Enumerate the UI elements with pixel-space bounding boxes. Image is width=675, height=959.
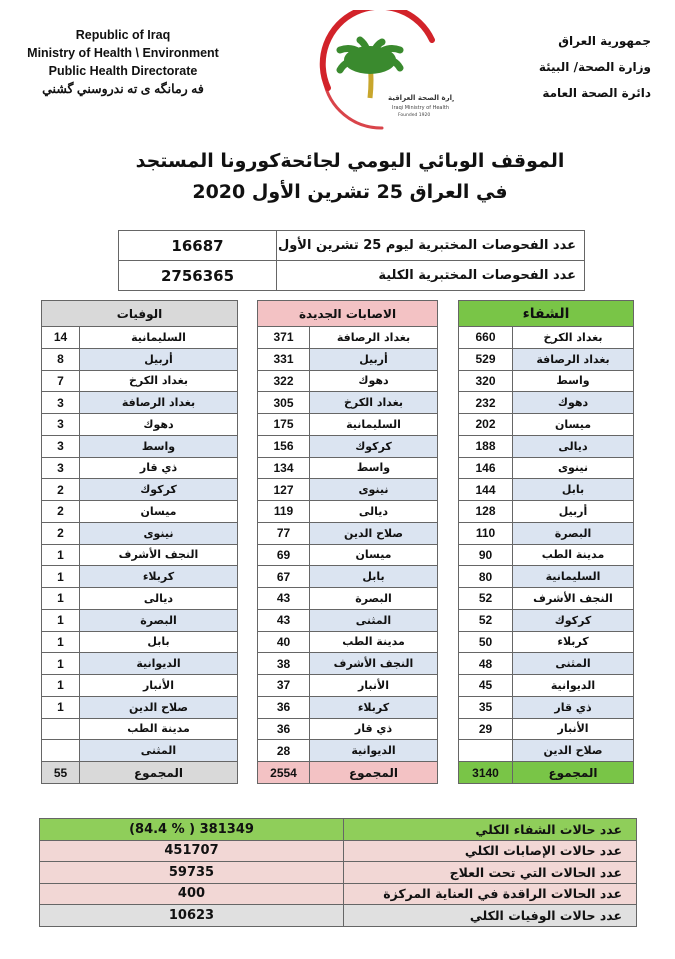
- title-line-2: في العراق 25 تشرين الأول 2020: [192, 181, 508, 203]
- row-value: 3: [42, 414, 80, 436]
- lab-tests-table: [118, 230, 585, 291]
- row-governorate: واسط: [80, 435, 238, 457]
- daily-tests-value: 16687: [119, 231, 277, 261]
- table-row: [459, 566, 634, 588]
- table-row: [459, 414, 634, 436]
- row-governorate: كربلاء: [513, 631, 634, 653]
- table-row: [42, 370, 238, 392]
- row-value: 529: [459, 348, 513, 370]
- table-row: [459, 457, 634, 479]
- header-english: [8, 26, 238, 98]
- title-line-1: الموقف الوبائي اليومي لجائحةكورونا المستجد: [135, 150, 565, 172]
- header-ar-country: جمهورية العراق: [558, 34, 651, 48]
- recoveries-total-label: المجموع: [513, 762, 634, 784]
- deaths-header: الوفيات: [42, 301, 238, 327]
- table-row: [459, 435, 634, 457]
- header-arabic: [501, 28, 651, 106]
- row-value: 67: [258, 566, 310, 588]
- table-row: [459, 544, 634, 566]
- table-row: [258, 675, 438, 697]
- row-value: [42, 718, 80, 740]
- row-governorate: ميسان: [513, 414, 634, 436]
- row-value: 2: [42, 501, 80, 523]
- row-value: 36: [258, 696, 310, 718]
- row-value: 43: [258, 588, 310, 610]
- row-value: 29: [459, 718, 513, 740]
- row-value: 36: [258, 718, 310, 740]
- header-en-ministry: Ministry of Health \ Environment: [27, 46, 219, 60]
- row-governorate: دهوك: [80, 414, 238, 436]
- table-row: [42, 414, 238, 436]
- table-row: [42, 479, 238, 501]
- row-governorate: ميسان: [80, 501, 238, 523]
- row-value: 144: [459, 479, 513, 501]
- recoveries-table: [458, 300, 634, 784]
- row-value: 28: [258, 740, 310, 762]
- summary-table: [39, 818, 637, 927]
- table-row: [258, 501, 438, 523]
- header-en-directorate: Public Health Directorate: [48, 64, 198, 78]
- table-row: [459, 631, 634, 653]
- row-value: 175: [258, 414, 310, 436]
- row-value: 1: [42, 588, 80, 610]
- row-governorate: الأنبار: [513, 718, 634, 740]
- table-row: [459, 501, 634, 523]
- row-value: 1: [42, 653, 80, 675]
- table-row: [42, 718, 238, 740]
- row-governorate: واسط: [310, 457, 438, 479]
- summary-label: عدد حالات الشفاء الكلي: [344, 819, 637, 841]
- deaths-table: [41, 300, 238, 784]
- row-value: 38: [258, 653, 310, 675]
- row-governorate: أربيل: [513, 501, 634, 523]
- row-governorate: دهوك: [310, 370, 438, 392]
- row-governorate: النجف الأشرف: [513, 588, 634, 610]
- row-governorate: بغداد الكرخ: [310, 392, 438, 414]
- table-row: [459, 479, 634, 501]
- new-cases-table: [257, 300, 438, 784]
- table-row: [42, 696, 238, 718]
- summary-row: [40, 905, 637, 927]
- deaths-total-label: المجموع: [80, 762, 238, 784]
- row-governorate: كركوك: [310, 435, 438, 457]
- row-governorate: السليمانية: [80, 327, 238, 349]
- table-row: [459, 740, 634, 762]
- row-value: 35: [459, 696, 513, 718]
- row-governorate: ديالى: [513, 435, 634, 457]
- row-governorate: ديالى: [80, 588, 238, 610]
- row-value: 202: [459, 414, 513, 436]
- row-value: 2: [42, 479, 80, 501]
- row-value: 119: [258, 501, 310, 523]
- row-governorate: السليمانية: [513, 566, 634, 588]
- row-governorate: صلاح الدين: [80, 696, 238, 718]
- row-governorate: مدينة الطب: [80, 718, 238, 740]
- row-value: 3: [42, 457, 80, 479]
- row-value: 50: [459, 631, 513, 653]
- row-value: 37: [258, 675, 310, 697]
- row-governorate: بابل: [80, 631, 238, 653]
- row-governorate: بغداد الرصافة: [310, 327, 438, 349]
- table-row: [42, 457, 238, 479]
- row-value: 45: [459, 675, 513, 697]
- table-row: [42, 609, 238, 631]
- row-value: [459, 740, 513, 762]
- daily-tests-row: [119, 231, 585, 261]
- row-value: 146: [459, 457, 513, 479]
- recoveries-header-row: [459, 301, 634, 327]
- row-governorate: بغداد الرصافة: [80, 392, 238, 414]
- row-governorate: ذي قار: [513, 696, 634, 718]
- row-value: 52: [459, 588, 513, 610]
- table-row: [42, 740, 238, 762]
- table-row: [258, 479, 438, 501]
- palm-tree-logo-icon: [304, 10, 454, 134]
- row-governorate: الديوانية: [310, 740, 438, 762]
- summary-row: [40, 840, 637, 862]
- summary-label: عدد الحالات الراقدة في العناية المركزة: [344, 883, 637, 905]
- row-value: 1: [42, 609, 80, 631]
- table-row: [459, 327, 634, 349]
- deaths-header-row: [42, 301, 238, 327]
- row-governorate: ذي قار: [80, 457, 238, 479]
- row-value: 127: [258, 479, 310, 501]
- table-row: [258, 348, 438, 370]
- recoveries-total-row: [459, 762, 634, 784]
- table-row: [258, 327, 438, 349]
- ministry-logo: [304, 10, 454, 134]
- row-governorate: مدينة الطب: [310, 631, 438, 653]
- row-value: 1: [42, 566, 80, 588]
- summary-row: [40, 883, 637, 905]
- row-value: 40: [258, 631, 310, 653]
- row-governorate: نينوى: [80, 522, 238, 544]
- row-value: 14: [42, 327, 80, 349]
- table-row: [459, 522, 634, 544]
- new-cases-header: الاصابات الجديدة: [258, 301, 438, 327]
- summary-value: 10623: [40, 905, 344, 927]
- row-governorate: المثنى: [80, 740, 238, 762]
- table-row: [459, 588, 634, 610]
- table-row: [42, 392, 238, 414]
- table-row: [258, 609, 438, 631]
- summary-label: عدد حالات الإصابات الكلي: [344, 840, 637, 862]
- table-row: [42, 653, 238, 675]
- total-tests-label: عدد الفحوصات المختبرية الكلية: [277, 261, 585, 291]
- table-row: [459, 675, 634, 697]
- row-value: 8: [42, 348, 80, 370]
- table-row: [459, 392, 634, 414]
- row-value: 43: [258, 609, 310, 631]
- row-value: 2: [42, 522, 80, 544]
- recoveries-total-value: 3140: [459, 762, 513, 784]
- header-ar-directorate: دائرة الصحة العامة: [542, 86, 651, 100]
- row-value: 322: [258, 370, 310, 392]
- deaths-total-row: [42, 762, 238, 784]
- row-value: 80: [459, 566, 513, 588]
- row-value: 305: [258, 392, 310, 414]
- row-governorate: السليمانية: [310, 414, 438, 436]
- table-row: [258, 544, 438, 566]
- header-ar-ministry: وزارة الصحة/ البيئة: [538, 60, 651, 74]
- table-row: [42, 348, 238, 370]
- row-governorate: نينوى: [310, 479, 438, 501]
- table-row: [258, 696, 438, 718]
- row-governorate: واسط: [513, 370, 634, 392]
- table-row: [42, 588, 238, 610]
- row-governorate: المثنى: [513, 653, 634, 675]
- summary-label: عدد الحالات التي تحت العلاج: [344, 862, 637, 884]
- logo-founded: Founded 1920: [398, 113, 431, 118]
- row-value: 1: [42, 631, 80, 653]
- table-row: [459, 718, 634, 740]
- table-row: [258, 566, 438, 588]
- row-value: 48: [459, 653, 513, 675]
- row-value: 1: [42, 696, 80, 718]
- row-governorate: الأنبار: [80, 675, 238, 697]
- row-governorate: ذي قار: [310, 718, 438, 740]
- row-governorate: البصرة: [513, 522, 634, 544]
- table-row: [42, 566, 238, 588]
- row-governorate: ميسان: [310, 544, 438, 566]
- summary-value: (84.4 % ) 381349: [40, 819, 344, 841]
- logo-text-ar: وزارة الصحة العراقية: [388, 94, 454, 102]
- row-value: 156: [258, 435, 310, 457]
- summary-row: [40, 819, 637, 841]
- row-governorate: كركوك: [513, 609, 634, 631]
- row-value: 331: [258, 348, 310, 370]
- row-value: 110: [459, 522, 513, 544]
- row-value: [42, 740, 80, 762]
- table-row: [42, 544, 238, 566]
- row-governorate: البصرة: [80, 609, 238, 631]
- row-value: 232: [459, 392, 513, 414]
- row-governorate: كربلاء: [80, 566, 238, 588]
- table-row: [42, 327, 238, 349]
- row-governorate: الأنبار: [310, 675, 438, 697]
- table-row: [258, 522, 438, 544]
- row-governorate: نينوى: [513, 457, 634, 479]
- row-value: 3: [42, 392, 80, 414]
- row-governorate: أربيل: [80, 348, 238, 370]
- summary-row: [40, 862, 637, 884]
- summary-value: 59735: [40, 862, 344, 884]
- row-value: 128: [459, 501, 513, 523]
- row-governorate: مدينة الطب: [513, 544, 634, 566]
- recoveries-header: الشفاء: [459, 301, 634, 327]
- logo-text-en: Iraqi Ministry of Health: [392, 105, 450, 111]
- table-row: [459, 653, 634, 675]
- row-value: 660: [459, 327, 513, 349]
- row-governorate: صلاح الدين: [310, 522, 438, 544]
- row-governorate: الديوانية: [513, 675, 634, 697]
- row-governorate: المثنى: [310, 609, 438, 631]
- table-row: [258, 718, 438, 740]
- row-governorate: بغداد الكرخ: [80, 370, 238, 392]
- table-row: [42, 435, 238, 457]
- row-value: 52: [459, 609, 513, 631]
- row-value: 320: [459, 370, 513, 392]
- summary-label: عدد حالات الوفيات الكلي: [344, 905, 637, 927]
- row-governorate: بابل: [513, 479, 634, 501]
- new-cases-total-label: المجموع: [310, 762, 438, 784]
- new-cases-header-row: [258, 301, 438, 327]
- table-row: [459, 609, 634, 631]
- table-row: [258, 740, 438, 762]
- table-row: [42, 675, 238, 697]
- table-row: [459, 696, 634, 718]
- page-title: [120, 146, 580, 208]
- new-cases-total-row: [258, 762, 438, 784]
- row-governorate: البصرة: [310, 588, 438, 610]
- row-value: 7: [42, 370, 80, 392]
- row-governorate: النجف الأشرف: [80, 544, 238, 566]
- row-governorate: بابل: [310, 566, 438, 588]
- table-row: [459, 370, 634, 392]
- table-row: [258, 435, 438, 457]
- table-row: [258, 631, 438, 653]
- row-value: 90: [459, 544, 513, 566]
- daily-tests-label: عدد الفحوصات المختبرية ليوم 25 تشرين الأول: [277, 231, 585, 261]
- row-governorate: دهوك: [513, 392, 634, 414]
- summary-value: 400: [40, 883, 344, 905]
- table-row: [258, 588, 438, 610]
- total-tests-value: 2756365: [119, 261, 277, 291]
- new-cases-total-value: 2554: [258, 762, 310, 784]
- table-row: [258, 653, 438, 675]
- header-en-kurdish: فه رمانگه ی ته ندروسني گشني: [42, 82, 204, 96]
- table-row: [258, 392, 438, 414]
- row-governorate: ديالى: [310, 501, 438, 523]
- table-row: [258, 370, 438, 392]
- table-row: [258, 457, 438, 479]
- total-tests-row: [119, 261, 585, 291]
- row-governorate: النجف الأشرف: [310, 653, 438, 675]
- row-governorate: الديوانية: [80, 653, 238, 675]
- row-value: 1: [42, 544, 80, 566]
- row-governorate: بغداد الرصافة: [513, 348, 634, 370]
- row-governorate: كربلاء: [310, 696, 438, 718]
- row-value: 134: [258, 457, 310, 479]
- header-en-country: Republic of Iraq: [75, 28, 171, 42]
- row-value: 371: [258, 327, 310, 349]
- summary-value: 451707: [40, 840, 344, 862]
- table-row: [42, 522, 238, 544]
- row-governorate: كركوك: [80, 479, 238, 501]
- row-governorate: بغداد الكرخ: [513, 327, 634, 349]
- deaths-total-value: 55: [42, 762, 80, 784]
- row-governorate: أربيل: [310, 348, 438, 370]
- table-row: [459, 348, 634, 370]
- table-row: [42, 501, 238, 523]
- row-value: 77: [258, 522, 310, 544]
- row-value: 188: [459, 435, 513, 457]
- row-value: 3: [42, 435, 80, 457]
- table-row: [258, 414, 438, 436]
- row-value: 1: [42, 675, 80, 697]
- row-governorate: صلاح الدين: [513, 740, 634, 762]
- table-row: [42, 631, 238, 653]
- row-value: 69: [258, 544, 310, 566]
